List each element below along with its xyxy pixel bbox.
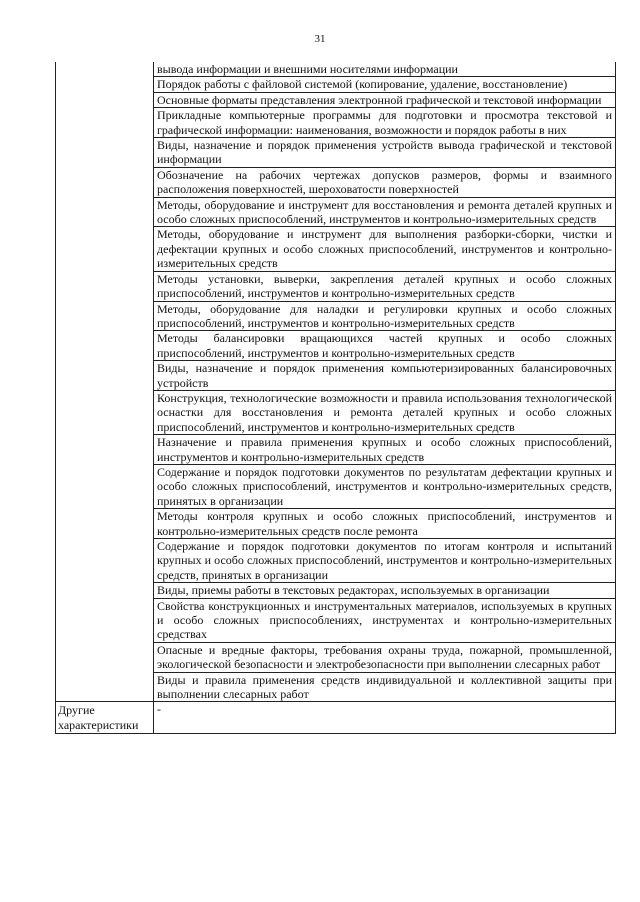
knowledge-item: Конструкция, технологические возможности и правила использования технологической оснастки для восстановления и ремонта деталей крупных и особо сложных приспособлений, инструментов и контрольно-измерительных средств [154,390,616,434]
knowledge-item: Основные форматы представления электронной графической и текстовой информации [154,92,616,107]
knowledge-item: Содержание и порядок подготовки документов по результатам дефектации крупных и особо сложных приспособлений, инструментов и контрольно-измерительных средств, принятых в организации [154,464,616,508]
knowledge-item: Методы, оборудование для наладки и регулировки крупных и особо сложных приспособлений, инструментов и контрольно-измерительных средств [154,301,616,331]
knowledge-item: Методы, оборудование и инструмент для восстановления и ремонта деталей крупных и особо сложных приспособлений, инструментов и контрольно-измерительных средств [154,197,616,227]
knowledge-item: Содержание и порядок подготовки документов по итогам контроля и испытаний крупных и особо сложных приспособлений, инструментов и контрольно-измерительных средств, принятых в организации [154,539,616,583]
knowledge-item: Обозначение на рабочих чертежах допусков размеров, формы и взаимного расположения поверхностей, шероховатости поверхностей [154,167,616,197]
knowledge-item: Виды, назначение и порядок применения устройств вывода графической и текстовой информации [154,138,616,168]
knowledge-item: Опасные и вредные факторы, требования охраны труда, пожарной, промышленной, экологической безопасности и электробезопасности при выполнении слесарных работ [154,642,616,672]
knowledge-item: Свойства конструкционных и инструментальных материалов, используемых в крупных и особо сложных приспособлениях, инструментах и контрольно-измерительных средствах [154,598,616,642]
knowledge-item: Порядок работы с файловой системой (копирование, удаление, восстановление) [154,77,616,92]
other-characteristics-value-cell [154,702,616,734]
other-characteristics-row [56,702,616,734]
table-row [56,62,616,77]
knowledge-item: Прикладные компьютерные программы для подготовки и просмотра текстовой и графической информации: наименования, возможности и порядок работы в них [154,108,616,138]
knowledge-item: Виды, приемы работы в текстовых редакторах, используемых в организации [154,583,616,598]
knowledge-table [55,62,616,734]
knowledge-item: Назначение и правила применения крупных и особо сложных приспособлений, инструментов и контрольно-измерительных средств [154,435,616,465]
section-label-cell [56,62,154,702]
knowledge-item: Методы, оборудование и инструмент для выполнения разборки-сборки, чистки и дефектации крупных и особо сложных приспособлений, инструментов и контрольно-измерительных средств [154,227,616,271]
other-characteristics-label-cell [56,702,154,734]
knowledge-item: Методы контроля крупных и особо сложных приспособлений, инструментов и контрольно-измерительных средств после ремонта [154,509,616,539]
other-characteristics-label: Другие характеристики [58,703,139,733]
knowledge-item: Виды и правила применения средств индивидуальной и коллективной защиты при выполнении слесарных работ [154,672,616,702]
knowledge-item: Методы балансировки вращающихся частей крупных и особо сложных приспособлений, инструментов и контрольно-измерительных средств [154,331,616,361]
knowledge-item: Методы установки, выверки, закрепления деталей крупных и особо сложных приспособлений, инструментов и контрольно-измерительных средств [154,271,616,301]
other-characteristics-value: - [157,702,161,717]
knowledge-item: вывода информации и внешними носителями информации [154,62,616,77]
page-number: 31 [314,33,326,45]
knowledge-item: Виды, назначение и порядок применения компьютеризированных балансировочных устройств [154,361,616,391]
